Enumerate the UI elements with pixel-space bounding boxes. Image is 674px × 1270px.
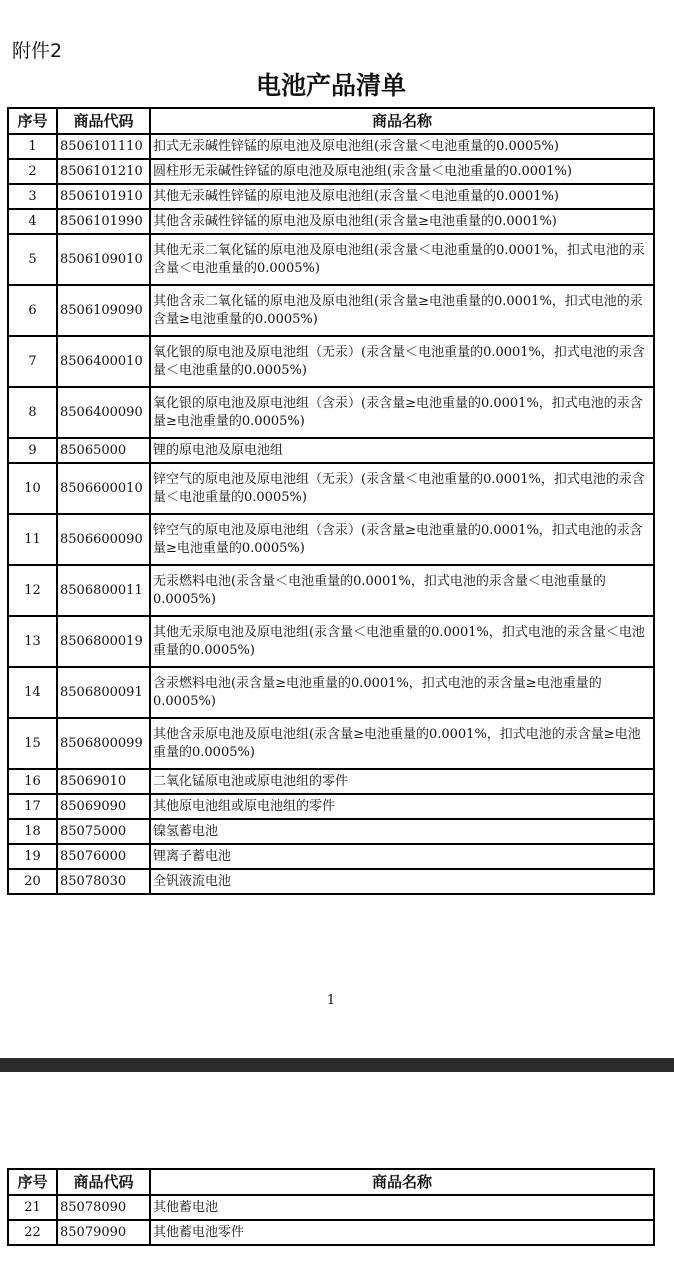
table-row (8, 438, 654, 463)
row-number: 17 (8, 794, 57, 819)
product-code: 8506101110 (57, 134, 150, 159)
header-name: 商品名称 (150, 108, 654, 134)
product-name: 锂的原电池及原电池组 (150, 438, 654, 463)
product-code: 8506101990 (57, 209, 150, 234)
battery-table-continued (7, 1168, 655, 1246)
table-row (8, 718, 654, 769)
table-row (8, 463, 654, 514)
page-number: 1 (326, 993, 336, 1008)
table-row (8, 769, 654, 794)
row-number: 19 (8, 844, 57, 869)
row-number: 6 (8, 285, 57, 336)
product-code: 85065000 (57, 438, 150, 463)
table-row (8, 134, 654, 159)
product-name: 氧化银的原电池及原电池组（无汞）(汞含量＜电池重量的0.0001%，扣式电池的汞含量＜电池重量的0.0005%) (150, 336, 654, 387)
product-code: 8506800099 (57, 718, 150, 769)
product-name: 扣式无汞碱性锌锰的原电池及原电池组(汞含量＜电池重量的0.0005%) (150, 134, 654, 159)
row-number: 10 (8, 463, 57, 514)
product-name: 其他含汞二氧化锰的原电池及原电池组(汞含量≥电池重量的0.0001%，扣式电池的汞含量≥电池重量的0.0005%) (150, 285, 654, 336)
table-row (8, 794, 654, 819)
product-name: 全钒液流电池 (150, 869, 654, 894)
product-name: 氧化银的原电池及原电池组（含汞）(汞含量≥电池重量的0.0001%，扣式电池的汞含量≥电池重量的0.0005%) (150, 387, 654, 438)
row-number: 12 (8, 565, 57, 616)
row-number: 7 (8, 336, 57, 387)
product-name: 其他无汞二氧化锰的原电池及原电池组(汞含量＜电池重量的0.0001%，扣式电池的汞含量＜电池重量的0.0005%) (150, 234, 654, 285)
product-name: 其他无汞原电池及原电池组(汞含量＜电池重量的0.0001%，扣式电池的汞含量＜电池重量的0.0005%) (150, 616, 654, 667)
product-code: 8506800011 (57, 565, 150, 616)
product-name: 圆柱形无汞碱性锌锰的原电池及原电池组(汞含量＜电池重量的0.0001%) (150, 159, 654, 184)
product-code: 85069010 (57, 769, 150, 794)
row-number: 11 (8, 514, 57, 565)
product-code: 8506600010 (57, 463, 150, 514)
product-name: 其他含汞原电池及原电池组(汞含量≥电池重量的0.0001%，扣式电池的汞含量≥电池重量的0.0005%) (150, 718, 654, 769)
product-name: 锌空气的原电池及原电池组（无汞）(汞含量＜电池重量的0.0001%，扣式电池的汞含量＜电池重量的0.0005%) (150, 463, 654, 514)
product-code: 85076000 (57, 844, 150, 869)
product-name: 二氧化锰原电池或原电池组的零件 (150, 769, 654, 794)
row-number: 20 (8, 869, 57, 894)
product-code: 8506400090 (57, 387, 150, 438)
product-name: 其他含汞碱性锌锰的原电池及原电池组(汞含量≥电池重量的0.0001%) (150, 209, 654, 234)
battery-table (7, 107, 655, 895)
header-no: 序号 (8, 108, 57, 134)
table-row (8, 209, 654, 234)
table-row (8, 159, 654, 184)
row-number: 14 (8, 667, 57, 718)
product-name: 其他蓄电池零件 (150, 1220, 654, 1245)
page-title: 电池产品清单 (255, 71, 406, 100)
header-code: 商品代码 (57, 1169, 150, 1195)
product-code: 8506101910 (57, 184, 150, 209)
row-number: 22 (8, 1220, 57, 1245)
product-name: 锌空气的原电池及原电池组（含汞）(汞含量≥电池重量的0.0001%，扣式电池的汞含量≥电池重量的0.0005%) (150, 514, 654, 565)
product-name: 其他蓄电池 (150, 1195, 654, 1220)
product-name: 其他原电池组或原电池组的零件 (150, 794, 654, 819)
row-number: 5 (8, 234, 57, 285)
row-number: 4 (8, 209, 57, 234)
row-number: 18 (8, 819, 57, 844)
table-row (8, 819, 654, 844)
table-row (8, 184, 654, 209)
product-name: 含汞燃料电池(汞含量≥电池重量的0.0001%，扣式电池的汞含量≥电池重量的0.0005%) (150, 667, 654, 718)
product-code: 8506109090 (57, 285, 150, 336)
row-number: 2 (8, 159, 57, 184)
table-row (8, 667, 654, 718)
header-no: 序号 (8, 1169, 57, 1195)
product-code: 8506600090 (57, 514, 150, 565)
attachment-label: 附件2 (12, 40, 63, 62)
page-separator (0, 1058, 674, 1072)
product-code: 8506800019 (57, 616, 150, 667)
product-name: 其他无汞碱性锌锰的原电池及原电池组(汞含量＜电池重量的0.0001%) (150, 184, 654, 209)
table-row (8, 234, 654, 285)
header-code: 商品代码 (57, 108, 150, 134)
product-name: 无汞燃料电池(汞含量＜电池重量的0.0001%，扣式电池的汞含量＜电池重量的0.0005%) (150, 565, 654, 616)
table-row (8, 1220, 654, 1245)
row-number: 21 (8, 1195, 57, 1220)
product-code: 8506109010 (57, 234, 150, 285)
product-code: 8506400010 (57, 336, 150, 387)
row-number: 8 (8, 387, 57, 438)
table-row (8, 565, 654, 616)
row-number: 13 (8, 616, 57, 667)
product-name: 镍氢蓄电池 (150, 819, 654, 844)
row-number: 3 (8, 184, 57, 209)
table-row (8, 1195, 654, 1220)
table-row (8, 616, 654, 667)
header-name: 商品名称 (150, 1169, 654, 1195)
product-code: 85075000 (57, 819, 150, 844)
product-code: 8506101210 (57, 159, 150, 184)
row-number: 16 (8, 769, 57, 794)
row-number: 1 (8, 134, 57, 159)
row-number: 15 (8, 718, 57, 769)
table-row (8, 869, 654, 894)
table-row (8, 387, 654, 438)
product-code: 85069090 (57, 794, 150, 819)
product-code: 85078090 (57, 1195, 150, 1220)
table-row (8, 844, 654, 869)
product-code: 8506800091 (57, 667, 150, 718)
row-number: 9 (8, 438, 57, 463)
table-row (8, 285, 654, 336)
product-name: 锂离子蓄电池 (150, 844, 654, 869)
table-row (8, 514, 654, 565)
table-row (8, 336, 654, 387)
product-code: 85078030 (57, 869, 150, 894)
product-code: 85079090 (57, 1220, 150, 1245)
